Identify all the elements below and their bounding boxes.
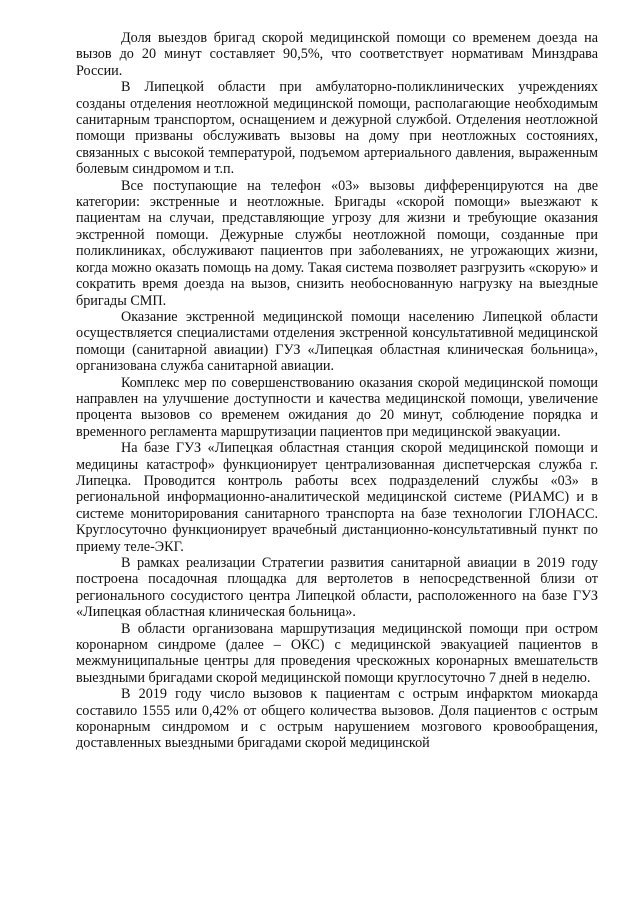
paragraph-9: В 2019 году число вызовов к пациентам с острым инфарктом миокарда составило 1555 или 0,42% от общего количества вызовов. Доля пациентов с острым коронарным синдромом и с острым нарушением мозгового кровообращения, доставленных выездными бригадами скорой медицинской [76, 686, 598, 752]
paragraph-8: В области организована маршрутизация медицинской помощи при остром коронарном синдроме (далее – ОКС) с медицинской эвакуацией пациентов в межмуниципальные центры для проведения чрескожных коронарных вмешательств выездными бригадами скорой медицинской помощи круглосуточно 7 дней в неделю. [76, 620, 598, 686]
paragraph-3: Все поступающие на телефон «03» вызовы дифференцируются на две категории: экстренные и неотложные. Бригады «скорой помощи» выезжают к пациентам на случаи, представляющие угрозу для жизни и требующие оказания экстренной помощи. Дежурные службы неотложной помощи, созданные при поликлиниках, обслуживают пациентов при заболеваниях, не угрожающих жизни, когда можно оказать помощь на дому. Такая система позволяет разгрузить «скорую» и сократить время доезда на вызов, снизить необоснованную нагрузку на выездные бригады СМП. [76, 177, 598, 309]
document-body [76, 30, 598, 752]
paragraph-5: Комплекс мер по совершенствованию оказания скорой медицинской помощи направлен на улучшение доступности и качества медицинской помощи, увеличение процента вызовов со временем ожидания до 20 минут, соблюдение порядка и временного регламента маршрутизации пациентов при медицинской эвакуации. [76, 374, 598, 440]
paragraph-1: Доля выездов бригад скорой медицинской помощи со временем доезда на вызов до 20 минут составляет 90,5%, что соответствует нормативам Минздрава России. [76, 30, 598, 79]
paragraph-4: Оказание экстренной медицинской помощи населению Липецкой области осуществляется специалистами отделения экстренной консультативной медицинской помощи (санитарной авиации) ГУЗ «Липецкая областная клиническая больница», организована служба санитарной авиации. [76, 308, 598, 375]
paragraph-6: На базе ГУЗ «Липецкая областная станция скорой медицинской помощи и медицины катастроф» функционирует централизованная диспетчерская служба г. Липецка. Проводится контроль работы всех подразделений службы «03» в региональной информационно-аналитической медицинской системе (РИАМС) и в системе мониторирования санитарного транспорта на базе технологии ГЛОНАСС. Круглосуточно функционирует врачебный дистанционно-консультативный пункт по приему теле-ЭКГ. [76, 440, 598, 555]
paragraph-7: В рамках реализации Стратегии развития санитарной авиации в 2019 году построена посадочная площадка для вертолетов в непосредственной близи от регионального сосудистого центра Липецкой области, расположенного на базе ГУЗ «Липецкая областная клиническая больница». [76, 555, 598, 621]
paragraph-2: В Липецкой области при амбулаторно-поликлинических учреждениях созданы отделения неотложной медицинской помощи, располагающие необходимым санитарным транспортом, оснащением и дежурной службой. Отделения неотложной помощи призваны обслуживать вызовы на дому при неотложных состояниях, связанных с высокой температурой, подъемом артериального давления, выраженным болевым синдромом и т.п. [76, 79, 598, 178]
